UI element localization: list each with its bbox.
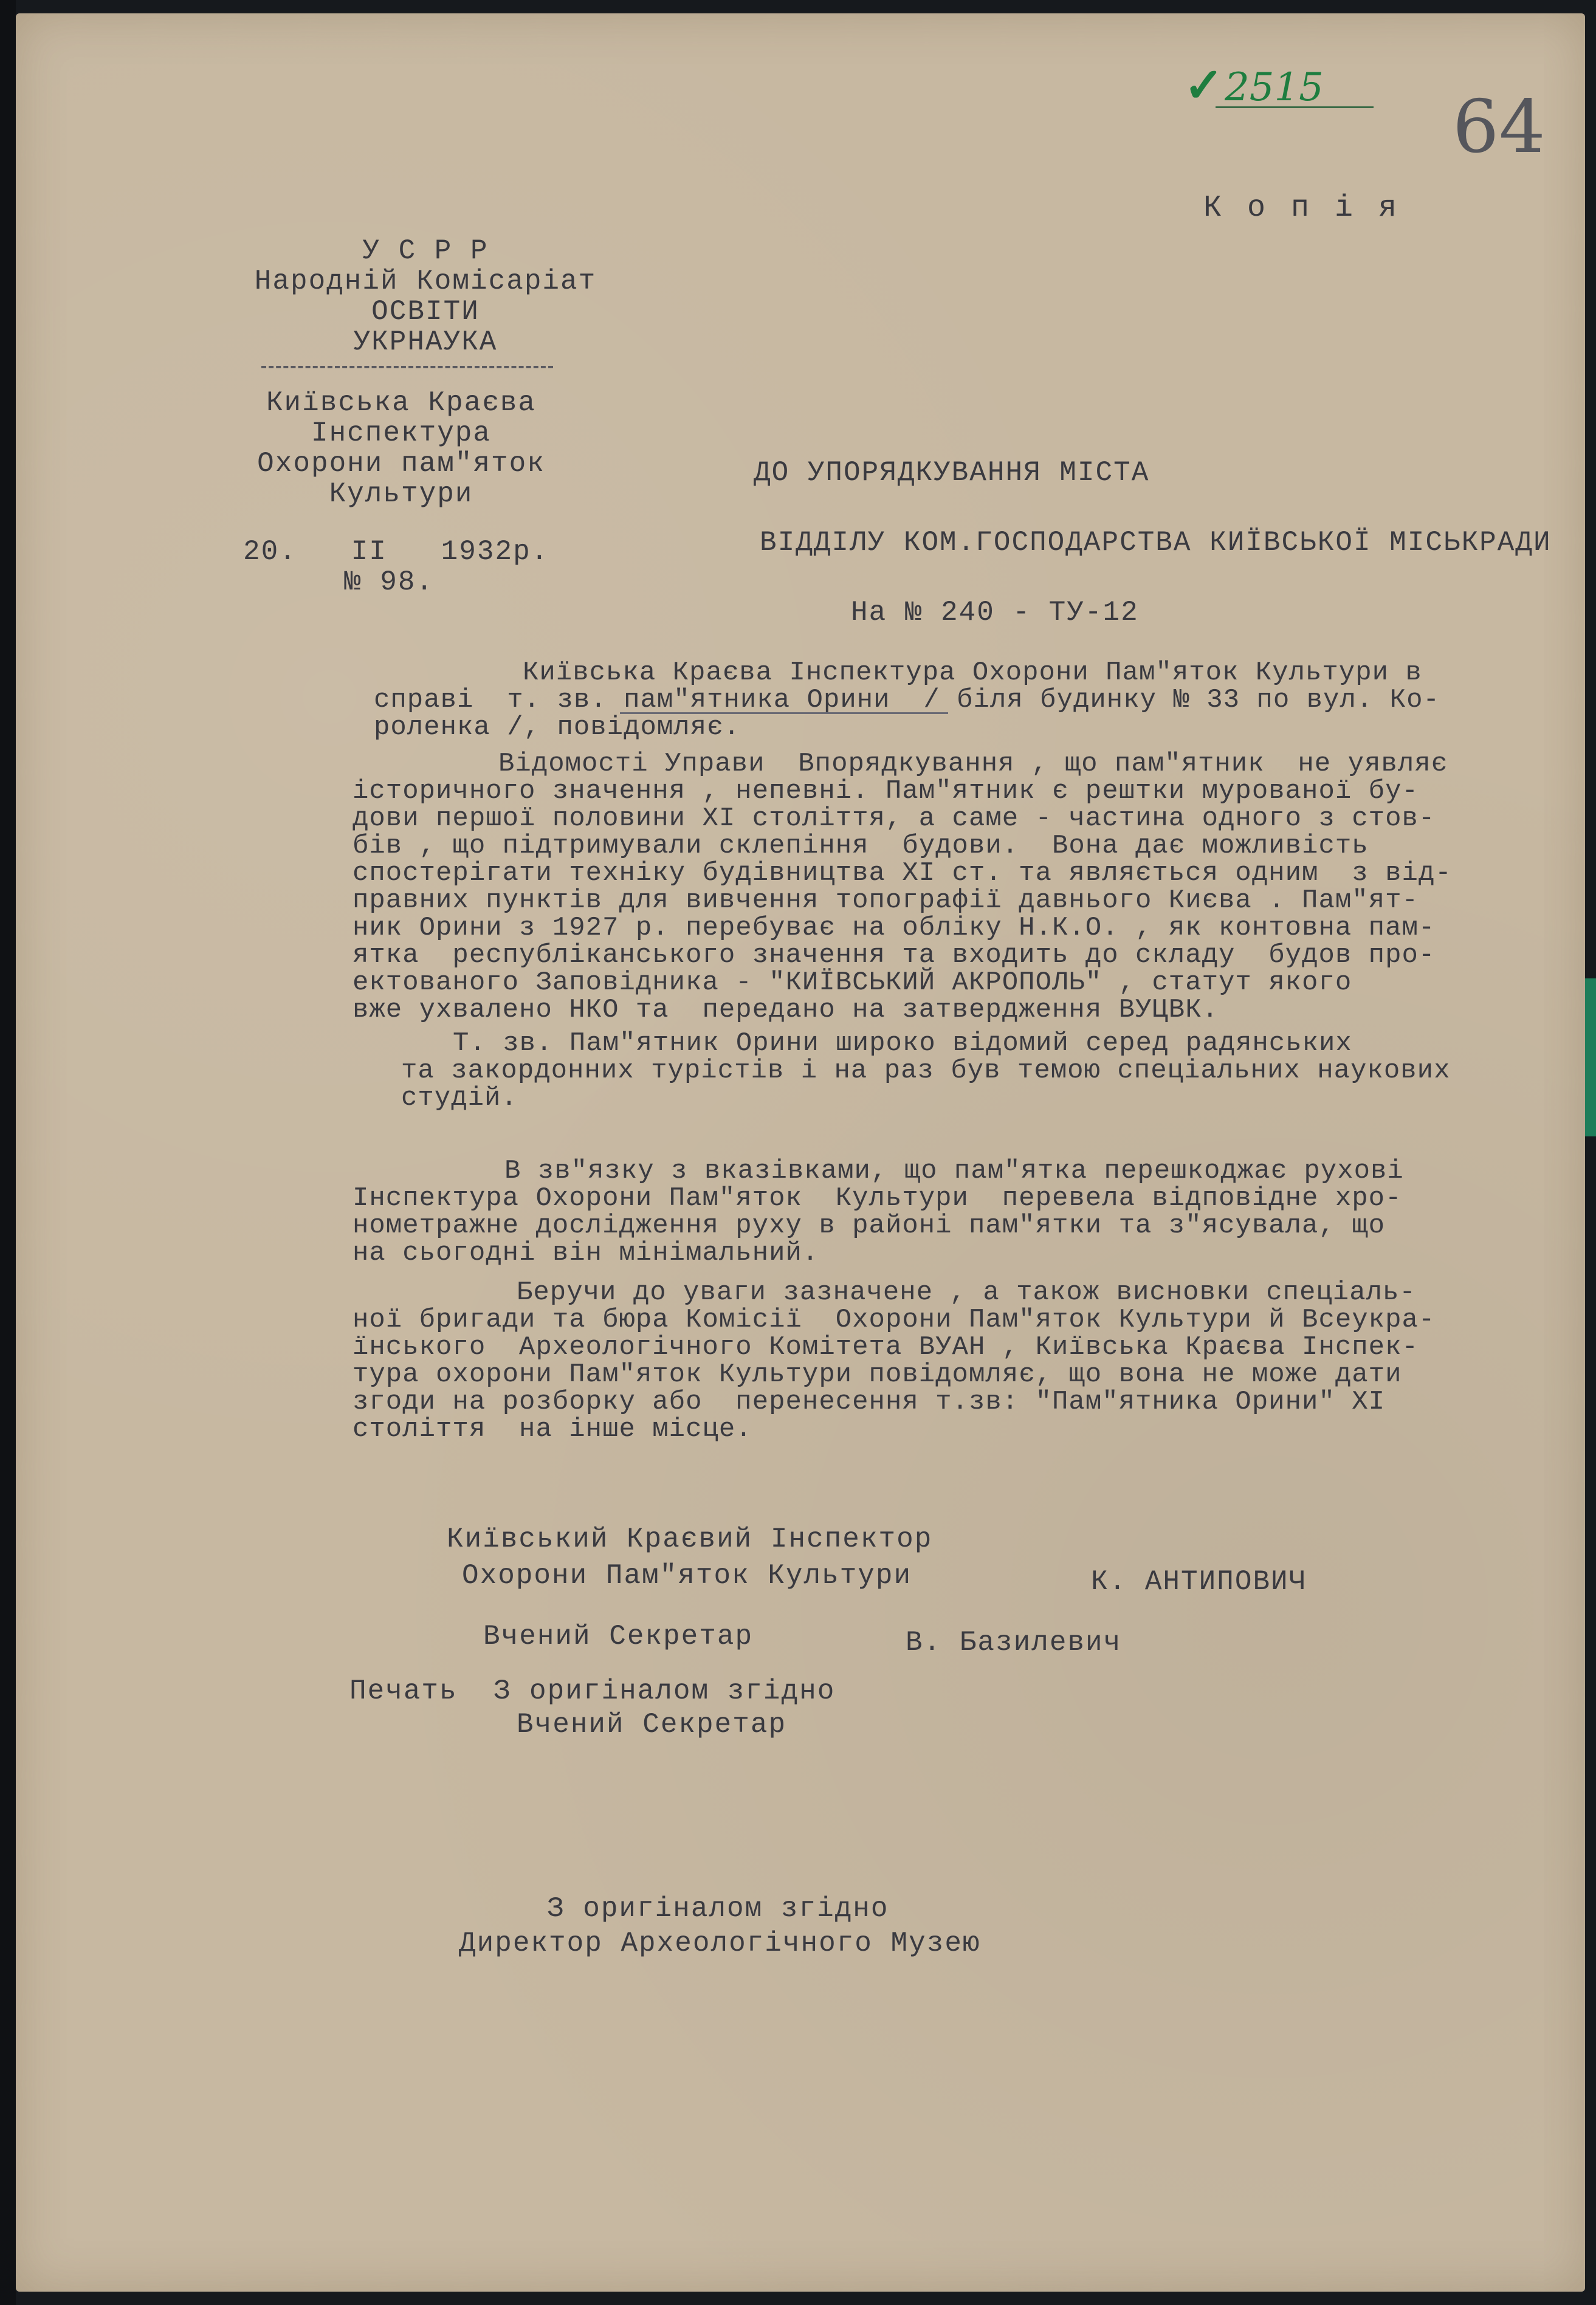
reference-number: На № 240 - ТУ-12: [851, 597, 1139, 628]
archive-number-underline: [1216, 106, 1374, 108]
body-line: правних пунктів для вивчення топографії давнього Києва . Пам"ят-: [353, 885, 1419, 916]
recipient-line-1: ДО УПОРЯДКУВАННЯ МІСТА: [754, 457, 1150, 489]
body-line: їнського Археологічного Комітета ВУАН , Київська Краєва Інспек-: [353, 1332, 1419, 1362]
body-line: роленка /, повідомляє.: [374, 712, 740, 743]
certification-line-1: З оригіналом згідно: [547, 1893, 889, 1925]
check-mark-icon: ✓: [1184, 58, 1224, 113]
org-line-4: УКРНАУКА: [353, 326, 498, 358]
body-line: Беручи до уваги зазначене , а також висновки спеціаль-: [517, 1277, 1416, 1308]
body-line: століття на інше місце.: [353, 1414, 752, 1444]
body-line: історичного значення , непевні. Пам"ятник є рештки мурованої бу-: [353, 776, 1419, 806]
document-number: № 98.: [344, 566, 435, 598]
body-line: бів , що підтримували склепіння будови. Вона дає можливість: [353, 831, 1369, 861]
pencil-underline: [620, 712, 948, 714]
org-line-2: Народній Комісаріат: [254, 266, 597, 297]
body-line: ектованого Заповідника - "КИЇВСЬКИЙ АКРОПОЛЬ" , статут якого: [353, 967, 1352, 998]
body-line: студій.: [401, 1083, 518, 1113]
body-line: Інспектура Охорони Пам"яток Культури перевела відповідне хро-: [353, 1183, 1402, 1214]
dept-line-3: Охорони пам"яток: [257, 448, 545, 479]
secretary-name: В. Базилевич: [906, 1627, 1122, 1658]
body-line: справі т. зв. пам"ятника Орини / біля будинку № 33 по вул. Ко-: [374, 685, 1440, 715]
dept-line-4: Культури: [329, 478, 473, 510]
body-line: ятка республіканського значення та входить до складу будов про-: [353, 940, 1436, 970]
header-divider: [261, 366, 553, 368]
body-line: В зв"язку з вказівками, що пам"ятка перешкоджає рухові: [504, 1156, 1404, 1186]
body-line: на сьогодні він мінімальний.: [353, 1238, 819, 1268]
dept-line-1: Київська Краєва: [266, 387, 537, 419]
scan-border: [0, 0, 16, 2305]
body-line: Київська Краєва Інспектура Охорони Пам"яток Культури в: [523, 658, 1422, 688]
folio-number: 64: [1453, 85, 1546, 170]
archive-number: 2515: [1225, 65, 1324, 110]
copy-label: К о п і я: [1203, 191, 1401, 225]
inspector-title-1: Київський Краєвий Інспектор: [447, 1523, 933, 1555]
body-line: ник Орини з 1927 р. перебуває на обліку Н.К.О. , як контовна пам-: [353, 913, 1436, 943]
body-line: та закордонних турістів і на раз був темою спеціальних наукових: [401, 1056, 1451, 1086]
body-line: Відомості Управи Впорядкування , що пам"ятник не уявляє: [498, 749, 1448, 779]
body-line: спостерігати техніку будівництва XI ст. та являється одним з від-: [353, 858, 1452, 888]
document-date: 20. II 1932р.: [243, 536, 549, 568]
body-line: тура охорони Пам"яток Культури повідомляє, що вона не може дати: [353, 1359, 1402, 1390]
dept-line-2: Інспектура: [311, 417, 492, 449]
seal-line-2: Вчений Секретар: [517, 1709, 787, 1740]
body-line: згоди на розборку або перенесення т.зв: "Пам"ятника Орини" XI: [353, 1387, 1386, 1417]
body-line: дови першої половини XI століття, а саме - частина одного з стов-: [353, 803, 1436, 834]
certification-line-2: Директор Археологічного Музею: [459, 1928, 981, 1959]
seal-line-1: Печать З оригіналом згідно: [349, 1675, 836, 1707]
inspector-title-2: Охорони Пам"яток Культури: [462, 1560, 912, 1592]
secretary-title: Вчений Секретар: [483, 1621, 754, 1652]
org-line-1: У С Р Р: [362, 235, 489, 267]
body-line: Т. зв. Пам"ятник Орини широко відомий серед радянських: [453, 1028, 1352, 1059]
org-line-3: ОСВІТИ: [371, 296, 480, 328]
body-line: нометражне дослідження руху в районі пам"ятки та з"ясувала, що: [353, 1211, 1386, 1241]
recipient-line-2: ВІДДІЛУ КОМ.ГОСПОДАРСТВА КИЇВСЬКОЇ МІСЬКРАДИ: [760, 527, 1552, 558]
inspector-name: К. АНТИПОВИЧ: [1091, 1566, 1307, 1598]
body-line: ної бригади та бюра Комісії Охорони Пам"яток Культури й Всеукра-: [353, 1305, 1436, 1335]
body-line: вже ухвалено НКО та передано на затвердження ВУЦВК.: [353, 995, 1219, 1025]
